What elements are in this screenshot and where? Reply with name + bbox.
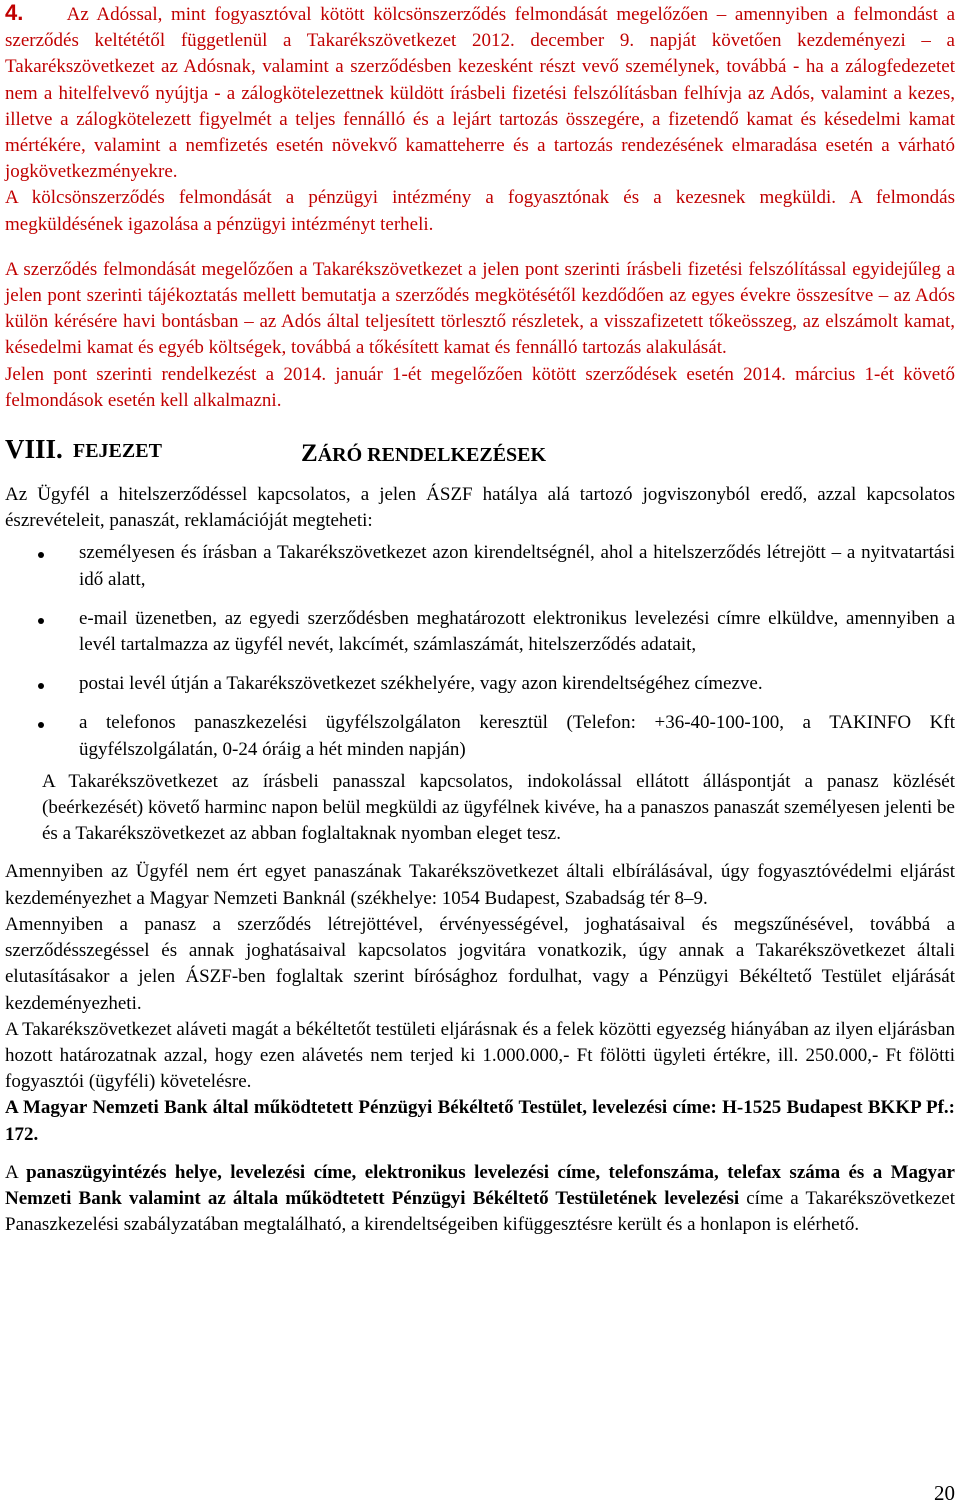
section-4-paragraph-1: 4. Az Adóssal, mint fogyasztóval kötött kölcsönszerződés felmondását megelőzően – amennyiben a felmondást a szerződés keltététől függetlenül a Takarékszövetkezet 2012. december 9. napját követően kezdeményezi – a Takarékszövetkezet az Adósnak, valamint a szerződésben kezesként részt vevő személynek, továbbá - ha a zálogfedezetet nem a hitelfelvevő nyújtja - a zálogkötelezettnek küldött írásbeli fizetési felszólításban felhívja az Adós, valamint a kezes, illetve a zálogkötelezett figyelmét a teljes fennálló és a lejárt tartozás összegére, a fizetendő kamat és késedelmi kamat mértékére, valamint a nemfizetés esetén növekvő kamatteherre és a tartozás rendezésének elmaradása esetén a várható jogkövetkezményekre. [5, 0, 956, 183]
mnb-paragraph: Amennyiben az Ügyfél nem ért egyet panaszának Takarékszövetkezet általi elbírálásával, úgy fogyasztóvédelmi eljárást kezdeményezhet a Magyar Nemzeti Banknál (székhelye: 1054 Budapest, Szabadság tér 8–9. [5, 861, 955, 909]
bullet-icon [38, 722, 44, 728]
list-item: postai levél útján a Takarékszövetkezet székhelyére, vagy azon kirendeltségéhez címezve. [5, 671, 955, 697]
court-paragraph: Amennyiben a panasz a szerződés létrejöttével, érvényességével, joghatásaival és megszűnésével, továbbá a szerződésszegéssel és annak joghatásaival kapcsolatos jogvitára vonatkozik, úgy annak a Takarékszövetkezet általi elutasításakor a jelen ÁSZF-ben foglaltak szerint bírósághoz fordulhat, vagy a Pénzügyi Békéltető Testület eljárását kezdeményezheti. [5, 913, 955, 1014]
bullet-icon [38, 618, 44, 624]
submission-paragraph: A Takarékszövetkezet aláveti magát a békéltetőt testületi eljárásnak és a felek közötti egyezség hiányában az ilyen eljárásban hozott határozatnak azzal, hogy ezen alávetés nem terjed ki 1.000.000,- Ft fölötti ügyleti értékre, ill. 250.000,- Ft fölötti fogyasztói (ügyféli) követelésre. [5, 1018, 955, 1093]
section-4-paragraph-3: A szerződés felmondását megelőzően a Takarékszövetkezet a jelen pont szerinti írásbeli fizetési felszólítással egyidejűleg a jelen pont szerinti tájékoztatás mellett bemutatja a szerződés megkötésétől kezdődően az egyes évekre összesítve – az Adós külön kérésére havi bontásban – az Adós által teljesített törlesztő részletek, a visszafizetett tőkeösszeg, az elszámolt kamat, késedelmi kamat és egyéb költségek, továbbá a tőkésített kamat és fennálló tartozás alakulását. [5, 258, 955, 359]
list-item: e-mail üzenetben, az egyedi szerződésben meghatározott elektronikus levelezési címre elküldve, amennyiben a levél tartalmazza az ügyfél nevét, lakcímét, számlaszámát, hitelszerződés adatait, [5, 606, 955, 658]
pbt-address: A Magyar Nemzeti Bank által működtetett Pénzügyi Békéltető Testület, levelezési címe: H-1525 Budapest BKKP Pf.: 172. [5, 1097, 955, 1145]
section-number: 4. [5, 0, 24, 25]
chapter-heading [5, 430, 955, 474]
chapter-title: ZÁRÓ RENDELKEZÉSEK [301, 440, 547, 468]
bullet-icon [38, 683, 44, 689]
response-paragraph: A Takarékszövetkezet az írásbeli panasszal kapcsolatos, indokolással ellátott álláspontját a panasz közlését (beérkezését) követő harminc napon belül megküldi az ügyfélnek kivéve, ha a panaszos panaszát személyesen jelenti be és a Takarékszövetkezet az abban foglaltaknak nyomban eleget tesz. [42, 770, 955, 845]
complaint-channels-list [5, 540, 955, 762]
chapter-label: FEJEZET [73, 440, 162, 463]
section-4-paragraph-4: Jelen pont szerinti rendelkezést a 2014. január 1-ét megelőzően kötött szerződések esetén 2014. március 1-ét követő felmondások esetén kell alkalmazni. [5, 363, 955, 411]
chapter-number: VIII. [5, 434, 63, 465]
document-page [5, 0, 955, 1238]
page-number: 20 [934, 1481, 955, 1505]
section-4-paragraph-2: A kölcsönszerződés felmondását a pénzügyi intézmény a fogyasztónak és a kezesnek megküldi. A felmondás megküldésének igazolása a pénzügyi intézményt terheli. [5, 187, 955, 235]
list-item: személyesen és írásban a Takarékszövetkezet azon kirendeltségnél, ahol a hitelszerződés létrejött – a nyitvatartási idő alatt, [5, 540, 955, 592]
final-paragraph: A panaszügyintézés helye, levelezési címe, elektronikus levelezési címe, telefonszáma, telefax száma és a Magyar Nemzeti Bank valamint az általa működtetett Pénzügyi Békéltető Testületének levelezési címe a Takarékszövetkezet Panaszkezelési szabályzatában megtalálható, a kirendeltségeiben kifüggesztésre került és a honlapon is elérhető. [5, 1161, 955, 1236]
complaint-intro: Az Ügyfél a hitelszerződéssel kapcsolatos, a jelen ÁSZF hatálya alá tartozó jogviszonyból eredő, azzal kapcsolatos észrevételeit, panaszát, reklamációját megteheti: [5, 484, 955, 532]
bullet-icon [38, 552, 44, 558]
list-item: a telefonos panaszkezelési ügyfélszolgálaton keresztül (Telefon: +36-40-100-100, a TAKINFO Kft ügyfélszolgálatán, 0-24 óráig a hét minden napján) [5, 710, 955, 762]
